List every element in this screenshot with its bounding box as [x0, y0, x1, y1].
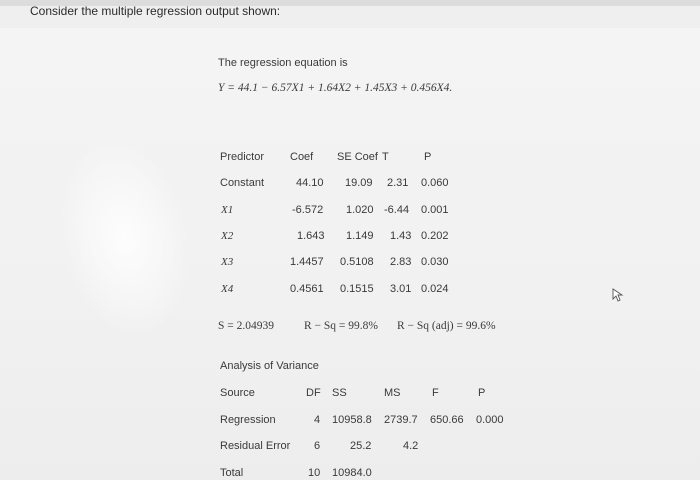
anova-row-df: 4 — [314, 414, 321, 426]
coef-row-p: 0.060 — [421, 177, 449, 189]
coef-header-p: P — [424, 151, 432, 163]
coef-row-se: 0.1515 — [340, 283, 374, 295]
coef-row-se: 1.149 — [346, 230, 374, 242]
regression-output-photo — [0, 28, 700, 480]
anova-header-p: P — [478, 387, 486, 399]
anova-row-source: Residual Error — [220, 440, 291, 452]
coef-row-t: 2.31 — [387, 177, 409, 189]
coef-row-t: -6.44 — [384, 204, 410, 216]
anova-title: Analysis of Variance — [220, 360, 319, 372]
anova-row-ss: 10984.0 — [332, 467, 372, 479]
coef-row-coef: 1.643 — [297, 230, 325, 242]
anova-row-df: 10 — [308, 467, 321, 479]
summary-rsq-adj: R − Sq (adj) = 99.6% — [397, 320, 496, 332]
coef-row-coef: -6.572 — [292, 204, 324, 216]
coef-row-p: 0.024 — [421, 283, 449, 295]
coef-row-predictor: X1 — [221, 204, 234, 216]
coef-row-se: 1.020 — [346, 204, 374, 216]
coef-row-coef: 44.10 — [296, 177, 324, 189]
anova-row-source: Total — [220, 467, 244, 479]
anova-row-p: 0.000 — [476, 414, 504, 426]
summary-rsq: R − Sq = 99.8% — [304, 320, 378, 332]
coef-row-p: 0.001 — [421, 204, 449, 216]
regression-equation: Y = 44.1 − 6.57X1 + 1.64X2 + 1.45X3 + 0.456X4. — [218, 82, 453, 94]
anova-row-f: 650.66 — [430, 414, 464, 426]
anova-header-ms: MS — [384, 387, 401, 399]
anova-row-ms: 2739.7 — [384, 414, 418, 426]
anova-row-df: 6 — [314, 440, 321, 452]
coef-row-predictor: X2 — [221, 230, 234, 242]
coef-row-p: 0.202 — [421, 230, 449, 242]
coef-row-se: 0.5108 — [340, 256, 374, 268]
coef-header-se: SE Coef — [337, 151, 378, 163]
anova-row-ms: 4.2 — [403, 440, 419, 452]
coef-row-predictor: Constant — [220, 177, 265, 189]
coef-row-coef: 0.4561 — [290, 283, 324, 295]
anova-header-ss: SS — [332, 387, 347, 399]
light-glare — [41, 127, 210, 350]
coef-row-se: 19.09 — [345, 177, 373, 189]
coef-header-t: T — [382, 151, 389, 163]
coef-row-t: 2.83 — [390, 256, 412, 268]
coef-row-coef: 1.4457 — [290, 256, 324, 268]
coef-row-predictor: X3 — [221, 256, 234, 268]
coef-row-t: 3.01 — [390, 283, 412, 295]
anova-row-ss: 10958.8 — [332, 414, 372, 426]
anova-row-ss: 25.2 — [350, 440, 372, 452]
anova-header-f: F — [432, 387, 439, 399]
coef-row-t: 1.43 — [390, 230, 412, 242]
question-text: Consider the multiple regression output shown: — [30, 4, 281, 18]
anova-header-df: DF — [306, 387, 321, 399]
anova-header-source: Source — [220, 387, 255, 399]
anova-row-source: Regression — [220, 414, 276, 426]
coef-header-predictor: Predictor — [220, 151, 265, 163]
coef-row-p: 0.030 — [421, 256, 449, 268]
summary-s: S = 2.04939 — [218, 320, 275, 332]
coef-row-predictor: X4 — [221, 283, 234, 295]
equation-heading: The regression equation is — [218, 57, 348, 69]
coef-header-coef: Coef — [290, 151, 314, 163]
mouse-cursor-icon — [612, 288, 624, 302]
